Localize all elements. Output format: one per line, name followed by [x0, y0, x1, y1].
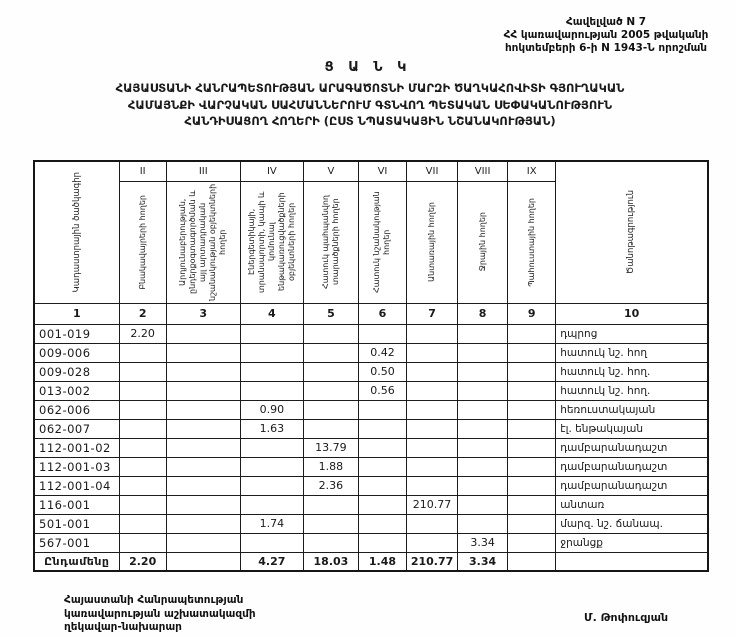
roman-numeral-vii: VII	[407, 161, 458, 181]
value-cell-col-7	[407, 400, 458, 419]
value-cell-col-3	[166, 552, 240, 571]
column-header-industrial-lands: Արդյունաբերության, ընդերքօգտագործման և այլ արտադրական նշանակության օբյեկտների հողեր	[166, 181, 240, 303]
signature-name: Մ. Թոփուզյան	[584, 611, 669, 624]
value-cell-col-7: 210.77	[407, 495, 458, 514]
value-cell-col-7	[407, 438, 458, 457]
value-cell-col-3	[166, 362, 240, 381]
value-cell-col-6	[358, 419, 406, 438]
cadastral-code-cell: 013-002	[34, 381, 119, 400]
value-cell-col-6	[358, 495, 406, 514]
column-number: 8	[458, 303, 508, 324]
column-number: 4	[240, 303, 303, 324]
column-number: 1	[34, 303, 119, 324]
value-cell-col-7	[407, 324, 458, 343]
column-header-reserve-lands: Պահուստային հողեր	[508, 181, 556, 303]
table-row	[34, 533, 708, 552]
value-cell-col-3	[166, 476, 240, 495]
column-header-protected-area-lands: Հատուկ պահպանվող տարածքների հողեր	[303, 181, 358, 303]
value-cell-col-2: 2.20	[119, 324, 166, 343]
document-type-heading: Ց Ա Ն Կ	[324, 60, 412, 75]
value-cell-col-6	[358, 533, 406, 552]
table-body	[34, 324, 708, 571]
roman-numeral-viii: VIII	[458, 161, 508, 181]
note-cell: հատուկ նշ. հող.	[556, 381, 708, 400]
cadastral-code-cell: 112-001-02	[34, 438, 119, 457]
value-cell-col-2	[119, 419, 166, 438]
column-number: 6	[358, 303, 406, 324]
cadastral-code-cell: 001-019	[34, 324, 119, 343]
table-row	[34, 362, 708, 381]
value-cell-col-2	[119, 514, 166, 533]
value-cell-col-8	[458, 438, 508, 457]
title-line-1: ՀԱՅԱՍՏԱՆԻ ՀԱՆՐԱՊԵՏՈՒԹՅԱՆ ԱՐԱԳԱԾՈՏՆԻ ՄԱՐԶԻ ԾԱՂԿԱՀՈՎԻՏԻ ԳՅՈՒՂԱԿԱՆ	[115, 81, 625, 95]
value-cell-col-9	[508, 419, 556, 438]
value-cell-col-2	[119, 476, 166, 495]
value-cell-col-5: 2.36	[303, 476, 358, 495]
note-cell: հատուկ նշ. հող.	[556, 362, 708, 381]
roman-numeral-v: V	[303, 161, 358, 181]
value-cell-col-7: 210.77	[407, 552, 458, 571]
value-cell-col-2	[119, 381, 166, 400]
column-header-settlement-lands: Բնակավայրերի հողեր	[119, 181, 166, 303]
note-cell	[556, 552, 708, 571]
value-cell-col-4	[240, 324, 303, 343]
table-row	[34, 438, 708, 457]
note-cell: դամբարանադաշտ	[556, 476, 708, 495]
table-row	[34, 381, 708, 400]
value-cell-col-6: 1.48	[358, 552, 406, 571]
note-cell: մարզ. նշ. ճանապ.	[556, 514, 708, 533]
value-cell-col-6: 0.56	[358, 381, 406, 400]
value-cell-col-2	[119, 457, 166, 476]
value-cell-col-9	[508, 362, 556, 381]
note-cell: հեռուստակայան	[556, 400, 708, 419]
totals-label-cell: Ընդամենը	[34, 552, 119, 571]
value-cell-col-6	[358, 457, 406, 476]
value-cell-col-7	[407, 514, 458, 533]
title-line-2: ՀԱՄԱՅՆՔԻ ՎԱՐՉԱԿԱՆ ՍԱՀՄԱՆՆԵՐՈՒՄ ԳՏՆՎՈՂ ՊԵՏԱԿԱՆ ՍԵՓԱԿԱՆՈՒԹՅՈՒՆ	[127, 97, 613, 112]
appendix-line-1: Հավելված N 7	[565, 16, 647, 28]
appendix-reference-block	[486, 16, 726, 55]
title-line-3: ՀԱՆԴԻՍԱՑՈՂ ՀՈՂԵՐԻ (ԸՍՏ ՆՊԱՏԱԿԱՅԻՆ ՆՇԱՆԱԿՈՒԹՅԱՆ)	[184, 114, 556, 128]
value-cell-col-2	[119, 343, 166, 362]
value-cell-col-4: 1.74	[240, 514, 303, 533]
signing-authority-block	[64, 594, 256, 635]
value-cell-col-9	[508, 438, 556, 457]
column-header-note: Ծանոթագրություն	[556, 161, 708, 303]
value-cell-col-5	[303, 533, 358, 552]
value-cell-col-8	[458, 457, 508, 476]
roman-numeral-iv: IV	[240, 161, 303, 181]
column-number: 7	[407, 303, 458, 324]
value-cell-col-5	[303, 362, 358, 381]
value-cell-col-3	[166, 381, 240, 400]
value-cell-col-5: 1.88	[303, 457, 358, 476]
value-cell-col-3	[166, 419, 240, 438]
value-cell-col-4	[240, 438, 303, 457]
value-cell-col-9	[508, 514, 556, 533]
column-header-water-lands: Ջրային հողեր	[458, 181, 508, 303]
value-cell-col-6: 0.50	[358, 362, 406, 381]
value-cell-col-9	[508, 457, 556, 476]
value-cell-col-5	[303, 343, 358, 362]
value-cell-col-5: 18.03	[303, 552, 358, 571]
value-cell-col-8: 3.34	[458, 552, 508, 571]
value-cell-col-3	[166, 514, 240, 533]
value-cell-col-8	[458, 476, 508, 495]
table-row	[34, 495, 708, 514]
table-row	[34, 514, 708, 533]
column-header-forest-lands: Անտառային հողեր	[407, 181, 458, 303]
roman-numeral-vi: VI	[358, 161, 406, 181]
cadastral-code-cell: 567-001	[34, 533, 119, 552]
value-cell-col-2	[119, 400, 166, 419]
column-number: 3	[166, 303, 240, 324]
value-cell-col-7	[407, 362, 458, 381]
column-number: 5	[303, 303, 358, 324]
note-cell: ջրանցք	[556, 533, 708, 552]
note-cell: դպրոց	[556, 324, 708, 343]
value-cell-col-6	[358, 400, 406, 419]
value-cell-col-5	[303, 400, 358, 419]
value-cell-col-9	[508, 533, 556, 552]
value-cell-col-4	[240, 343, 303, 362]
column-number-row	[34, 303, 708, 324]
land-registry-table	[33, 160, 709, 572]
value-cell-col-8	[458, 419, 508, 438]
value-cell-col-7	[407, 533, 458, 552]
cadastral-code-cell: 116-001	[34, 495, 119, 514]
value-cell-col-4	[240, 476, 303, 495]
column-number: 9	[508, 303, 556, 324]
value-cell-col-4	[240, 362, 303, 381]
value-cell-col-3	[166, 400, 240, 419]
value-cell-col-4: 1.63	[240, 419, 303, 438]
value-cell-col-4	[240, 495, 303, 514]
roman-numeral-ix: IX	[508, 161, 556, 181]
value-cell-col-6	[358, 514, 406, 533]
value-cell-col-9	[508, 495, 556, 514]
value-cell-col-4: 0.90	[240, 400, 303, 419]
value-cell-col-8	[458, 362, 508, 381]
table-row	[34, 343, 708, 362]
table-row	[34, 457, 708, 476]
value-cell-col-3	[166, 438, 240, 457]
value-cell-col-8: 3.34	[458, 533, 508, 552]
value-cell-col-2	[119, 362, 166, 381]
cadastral-code-cell: 009-028	[34, 362, 119, 381]
table-row	[34, 476, 708, 495]
value-cell-col-5	[303, 419, 358, 438]
value-cell-col-2	[119, 495, 166, 514]
table-row	[34, 419, 708, 438]
value-cell-col-6	[358, 324, 406, 343]
cadastral-code-cell: 112-001-03	[34, 457, 119, 476]
column-header-energy-transport-lands: Էներգետիկայի, տրանսպորտի, կապի և կոմունալ ենթակառուցվածքների օբյեկտների հողեր	[240, 181, 303, 303]
authority-line-2: կառավարության աշխատակազմի	[64, 607, 256, 620]
value-cell-col-6	[358, 476, 406, 495]
value-cell-col-6	[358, 438, 406, 457]
value-cell-col-8	[458, 495, 508, 514]
note-cell: դամբարանադաշտ	[556, 457, 708, 476]
value-cell-col-8	[458, 400, 508, 419]
value-cell-col-3	[166, 324, 240, 343]
authority-line-1: Հայաստանի Հանրապետության	[64, 594, 244, 606]
column-header-cadastral-code: Կադաստրային ծածկագիր	[34, 161, 119, 303]
value-cell-col-3	[166, 533, 240, 552]
value-cell-col-9	[508, 552, 556, 571]
value-cell-col-8	[458, 381, 508, 400]
value-cell-col-7	[407, 457, 458, 476]
value-cell-col-9	[508, 343, 556, 362]
totals-row	[34, 552, 708, 571]
document-title	[20, 80, 720, 130]
value-cell-col-4	[240, 457, 303, 476]
value-cell-col-5	[303, 514, 358, 533]
cadastral-code-cell: 501-001	[34, 514, 119, 533]
value-cell-col-8	[458, 343, 508, 362]
value-cell-col-4	[240, 381, 303, 400]
value-cell-col-4: 4.27	[240, 552, 303, 571]
value-cell-col-3	[166, 343, 240, 362]
cadastral-code-cell: 062-007	[34, 419, 119, 438]
value-cell-col-2	[119, 438, 166, 457]
value-cell-col-9	[508, 476, 556, 495]
value-cell-col-2: 2.20	[119, 552, 166, 571]
value-cell-col-7	[407, 476, 458, 495]
value-cell-col-5	[303, 495, 358, 514]
value-cell-col-4	[240, 533, 303, 552]
note-cell: հատուկ նշ. հող	[556, 343, 708, 362]
table-row	[34, 324, 708, 343]
value-cell-col-3	[166, 457, 240, 476]
roman-numeral-row	[34, 161, 708, 181]
column-number: 10	[556, 303, 708, 324]
value-cell-col-7	[407, 419, 458, 438]
value-cell-col-8	[458, 324, 508, 343]
cadastral-code-cell: 062-006	[34, 400, 119, 419]
appendix-line-2: ՀՀ կառավարության 2005 թվականի	[503, 29, 709, 41]
cadastral-code-cell: 112-001-04	[34, 476, 119, 495]
table-row	[34, 400, 708, 419]
cadastral-code-cell: 009-006	[34, 343, 119, 362]
note-cell: անտառ	[556, 495, 708, 514]
value-cell-col-6: 0.42	[358, 343, 406, 362]
column-number: 2	[119, 303, 166, 324]
value-cell-col-2	[119, 533, 166, 552]
note-cell: դամբարանադաշտ	[556, 438, 708, 457]
column-header-special-purpose-lands: Հատուկ նշանակության հողեր	[358, 181, 406, 303]
value-cell-col-5: 13.79	[303, 438, 358, 457]
value-cell-col-9	[508, 381, 556, 400]
appendix-line-3: հոկտեմբերի 6-ի N 1943-Ն որոշման	[504, 42, 708, 54]
value-cell-col-9	[508, 400, 556, 419]
value-cell-col-8	[458, 514, 508, 533]
roman-numeral-ii: II	[119, 161, 166, 181]
value-cell-col-3	[166, 495, 240, 514]
value-cell-col-9	[508, 324, 556, 343]
roman-numeral-iii: III	[166, 161, 240, 181]
authority-line-3: ղեկավար-նախարար	[64, 621, 182, 633]
note-cell: էլ. ենթակայան	[556, 419, 708, 438]
value-cell-col-7	[407, 343, 458, 362]
value-cell-col-7	[407, 381, 458, 400]
value-cell-col-5	[303, 324, 358, 343]
value-cell-col-5	[303, 381, 358, 400]
